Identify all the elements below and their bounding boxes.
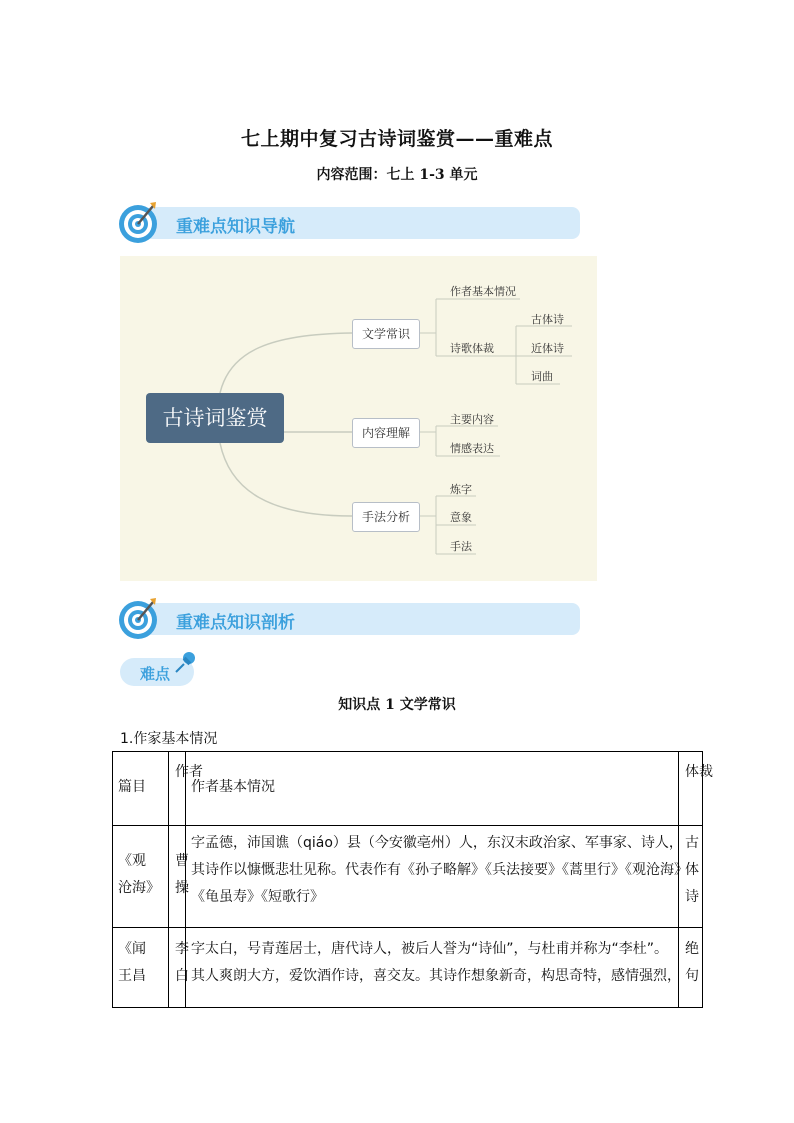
cell-author: 李 白 xyxy=(169,928,186,1008)
mindmap-subleaf-modern: 近体诗 xyxy=(531,342,564,355)
difficulty-tag xyxy=(120,650,198,690)
mindmap-leaf-genre: 诗歌体裁 xyxy=(450,342,494,355)
mindmap-leaf-method: 手法 xyxy=(450,540,472,553)
banner-title: 重难点知识剖析 xyxy=(176,613,295,633)
table-row xyxy=(113,826,703,928)
table-header-row xyxy=(113,752,703,826)
cell-info: 字太白，号青莲居士，唐代诗人，被后人誉为“诗仙”，与杜甫并称为“李杜”。 其人爽朗大方，爱饮酒作诗，喜交友。其诗作想象新奇，构思奇特，感情强烈， xyxy=(186,928,679,1008)
mindmap-branch-literature: 文学常识 xyxy=(352,319,420,349)
page-subtitle: 内容范围：七上 1-3 单元 xyxy=(316,167,478,183)
mindmap-leaf-main: 主要内容 xyxy=(450,413,494,426)
section-banner-analysis xyxy=(118,596,580,640)
cell-author: 曹 操 xyxy=(169,826,186,928)
target-arrow-icon xyxy=(118,596,164,642)
mindmap-subleaf-ci: 词曲 xyxy=(531,370,553,383)
mindmap-branch-content: 内容理解 xyxy=(352,418,420,448)
mindmap-leaf-emotion: 情感表达 xyxy=(450,442,494,455)
banner-title: 重难点知识导航 xyxy=(176,217,295,237)
mindmap-leaf-image: 意象 xyxy=(450,511,472,524)
author-info-table xyxy=(112,751,713,1004)
cell-title: 《闻 王昌 xyxy=(113,928,169,1008)
section-heading: 1.作家基本情况 xyxy=(120,731,218,747)
mindmap-subleaf-ancient: 古体诗 xyxy=(531,313,564,326)
header-cell: 篇目 xyxy=(113,752,169,826)
difficulty-label: 难点 xyxy=(140,665,171,683)
cell-genre: 古 体 诗 xyxy=(679,826,703,928)
cell-genre: 绝 句 xyxy=(679,928,703,1008)
header-cell: 作者基本情况 xyxy=(186,752,679,826)
page-title: 七上期中复习古诗词鉴赏——重难点 xyxy=(240,128,553,150)
mindmap-leaf-author: 作者基本情况 xyxy=(450,285,516,298)
knowledge-point-heading: 知识点 1 文学常识 xyxy=(338,697,456,713)
section-banner-navigation xyxy=(118,200,580,244)
mindmap-branch-technique: 手法分析 xyxy=(352,502,420,532)
header-cell: 作者 xyxy=(169,752,186,826)
pushpin-icon xyxy=(174,650,198,674)
mind-map xyxy=(120,256,597,581)
mindmap-leaf-word: 炼字 xyxy=(450,483,472,496)
mindmap-root: 古诗词鉴赏 xyxy=(146,393,284,443)
target-arrow-icon xyxy=(118,200,164,246)
cell-title: 《观 沧海》 xyxy=(113,826,169,928)
header-cell: 体裁 xyxy=(679,752,703,826)
table-row xyxy=(113,928,703,1008)
cell-info: 字孟德，沛国谯（qiáo）县（今安徽亳州）人，东汉末政治家、军事家、诗人， 其诗作以慷慨悲壮见称。代表作有《孙子略解》《兵法接要》《蒿里行》《观沧海》 《龟虽寿》《短歌行》 xyxy=(186,826,679,928)
